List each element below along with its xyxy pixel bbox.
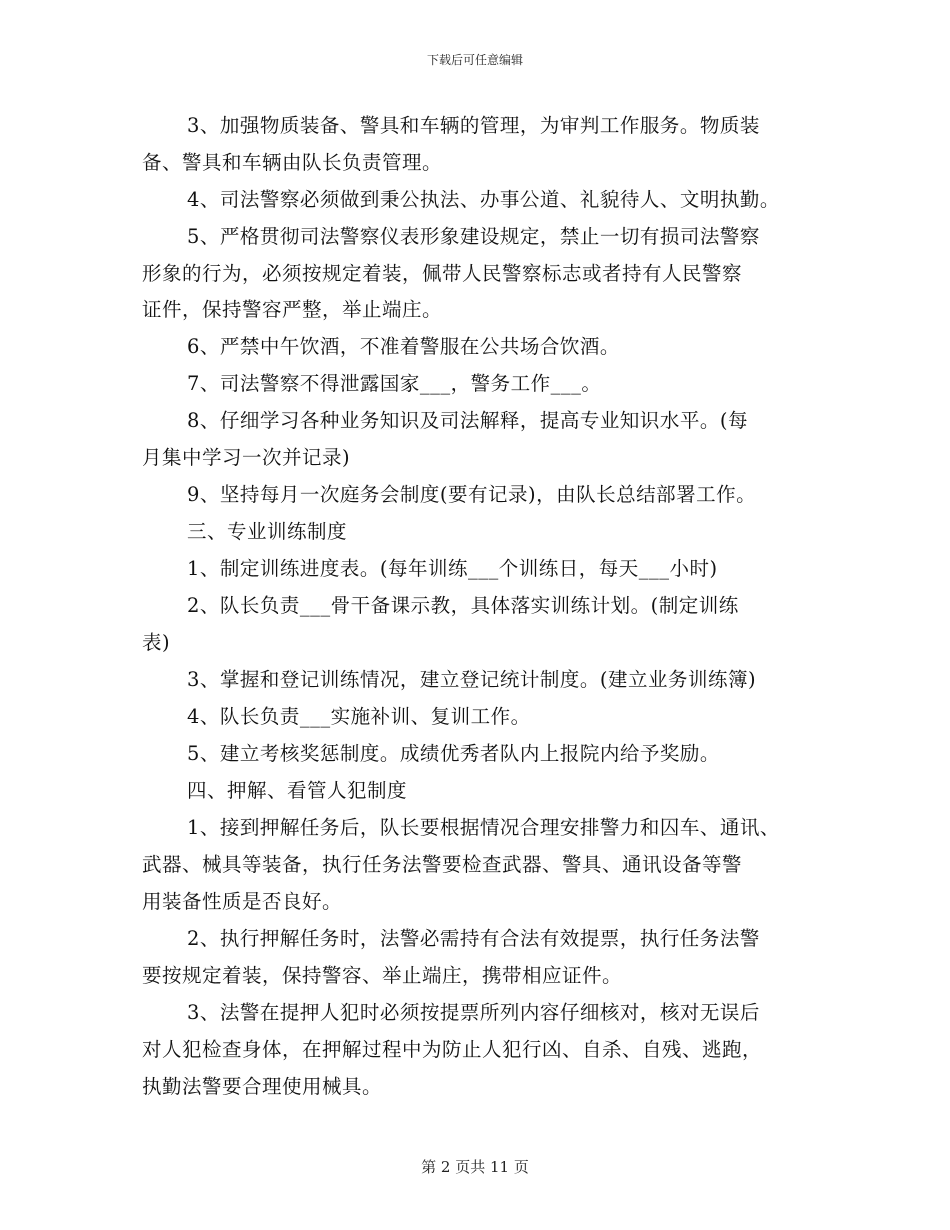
paragraph-line: 执勤法警要合理使用械具。 xyxy=(142,1075,383,1098)
paragraph-line: 证件，保持警容严整，举止端庄。 xyxy=(142,298,443,321)
paragraph-line: 1、接到押解任务后，队长要根据情况合理安排警力和囚车、通讯、 xyxy=(187,816,780,839)
section-heading: 三、专业训练制度 xyxy=(187,520,348,543)
paragraph-line: 形象的行为，必须按规定着装，佩带人民警察标志或者持有人民警察 xyxy=(142,262,743,285)
paragraph-line: 要按规定着装，保持警容、举止端庄，携带相应证件。 xyxy=(142,964,623,987)
paragraph-line: 2、队长负责___骨干备课示教，具体落实训练计划。(制定训练 xyxy=(187,594,739,617)
paragraph-line: 4、司法警察必须做到秉公执法、办事公道、礼貌待人、文明执勤。 xyxy=(187,188,780,211)
paragraph-line: 3、加强物质装备、警具和车辆的管理，为审判工作服务。物质装 xyxy=(187,114,760,137)
paragraph-line: 用装备性质是否良好。 xyxy=(142,890,343,913)
paragraph-line: 6、严禁中午饮酒，不准着警服在公共场合饮酒。 xyxy=(187,335,620,358)
page-header: 下载后可任意编辑 xyxy=(426,53,523,67)
paragraph-line: 3、法警在提押人犯时必须按提票所列内容仔细核对，核对无误后 xyxy=(187,1001,760,1024)
paragraph-line: 3、掌握和登记训练情况，建立登记统计制度。(建立业务训练簿) xyxy=(187,668,757,691)
paragraph-line: 备、警具和车辆由队长负责管理。 xyxy=(142,151,443,174)
paragraph-line: 表) xyxy=(142,631,171,654)
paragraph-line: 武器、械具等装备，执行任务法警要检查武器、警具、通讯设备等警 xyxy=(142,853,743,876)
paragraph-line: 1、制定训练进度表。(每年训练___个训练日，每天___小时) xyxy=(187,557,718,580)
paragraph-line: 月集中学习一次并记录) xyxy=(142,446,351,469)
section-heading: 四、押解、看管人犯制度 xyxy=(187,779,408,802)
paragraph-line: 5、建立考核奖惩制度。成绩优秀者队内上报院内给予奖励。 xyxy=(187,742,720,765)
paragraph-line: 对人犯检查身体，在押解过程中为防止人犯行凶、自杀、自残、逃跑， xyxy=(142,1038,763,1061)
paragraph-line: 4、队长负责___实施补训、复训工作。 xyxy=(187,705,531,728)
page-footer: 第 2 页共 11 页 xyxy=(421,1158,529,1176)
paragraph-line: 9、坚持每月一次庭务会制度(要有记录)，由队长总结部署工作。 xyxy=(187,483,757,506)
paragraph-line: 5、严格贯彻司法警察仪表形象建设规定，禁止一切有损司法警察 xyxy=(187,225,760,248)
paragraph-line: 8、仔细学习各种业务知识及司法解释，提高专业知识水平。(每 xyxy=(187,409,749,432)
paragraph-line: 2、执行押解任务时，法警必需持有合法有效提票，执行任务法警 xyxy=(187,927,760,950)
paragraph-line: 7、司法警察不得泄露国家___，警务工作___。 xyxy=(187,372,602,395)
